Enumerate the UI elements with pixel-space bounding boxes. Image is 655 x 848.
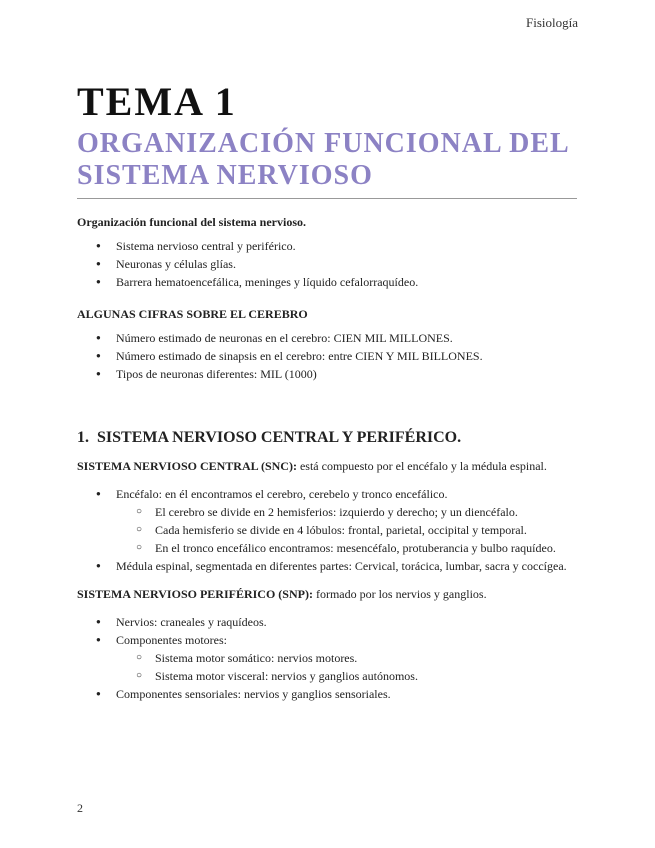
list-item: ● Número estimado de sinapsis en el cerebro: entre CIEN Y MIL BILLONES. — [116, 347, 579, 365]
snc-text: está compuesto por el encéfalo y la médula espinal. — [296, 459, 547, 473]
snp-paragraph — [77, 585, 579, 603]
header-subject: Fisiología — [525, 15, 578, 30]
list-item: ● Barrera hematoencefálica, meninges y líquido cefalorraquídeo. — [116, 273, 579, 291]
list-item: ● Tipos de neuronas diferentes: MIL (1000) — [116, 365, 579, 383]
encefalo-text: Encéfalo: en él encontramos el cerebro, cerebelo y tronco encefálico. — [116, 487, 448, 501]
snp-text: formado por los nervios y ganglios. — [312, 587, 487, 601]
snc-paragraph — [77, 457, 579, 475]
title-divider — [77, 198, 577, 199]
cifras-list — [77, 329, 579, 383]
list-item — [116, 631, 579, 685]
page-title: TEMA 1 — [77, 79, 237, 124]
motores-sublist — [116, 649, 579, 685]
section-number: 1. — [77, 429, 89, 446]
list-item: ● Sistema nervioso central y periférico. — [116, 237, 579, 255]
org-heading: Organización funcional del sistema nervioso. — [77, 215, 306, 229]
section-title: SISTEMA NERVIOSO CENTRAL Y PERIFÉRICO. — [97, 429, 462, 446]
list-item: ● Neuronas y células glías. — [116, 255, 579, 273]
snp-list — [77, 613, 579, 703]
snc-list — [77, 485, 579, 575]
snc-label: SISTEMA NERVIOSO CENTRAL (SNC): — [77, 459, 297, 473]
page-number: 2 — [77, 801, 83, 815]
sub-list-item: ○ Sistema motor visceral: nervios y ganglios autónomos. — [155, 667, 579, 685]
list-item: ● Componentes sensoriales: nervios y ganglios sensoriales. — [116, 685, 579, 703]
page-subtitle — [77, 128, 577, 192]
title-block — [77, 78, 577, 192]
list-item: ● Médula espinal, segmentada en diferentes partes: Cervical, torácica, lumbar, sacra y coccígea. — [116, 557, 579, 575]
sub-list-item: ○ Sistema motor somático: nervios motores. — [155, 649, 579, 667]
subtitle-line-1: ORGANIZACIÓN FUNCIONAL DEL — [77, 128, 570, 159]
snp-label: SISTEMA NERVIOSO PERIFÉRICO (SNP): — [77, 587, 313, 601]
document-body — [77, 213, 579, 703]
list-item — [116, 485, 579, 557]
list-item: ● Nervios: craneales y raquídeos. — [116, 613, 579, 631]
sub-list-item: ○ El cerebro se divide en 2 hemisferios: izquierdo y derecho; y un diencéfalo. — [155, 503, 579, 521]
encefalo-sublist — [116, 503, 579, 557]
sub-list-item: ○ En el tronco encefálico encontramos: mesencéfalo, protuberancia y bulbo raquídeo. — [155, 539, 579, 557]
cifras-heading: ALGUNAS CIFRAS SOBRE EL CEREBRO — [77, 307, 308, 321]
list-item: ● Número estimado de neuronas en el cerebro: CIEN MIL MILLONES. — [116, 329, 579, 347]
sub-list-item: ○ Cada hemisferio se divide en 4 lóbulos: frontal, parietal, occipital y temporal. — [155, 521, 579, 539]
org-list — [77, 237, 579, 291]
motores-text: Componentes motores: — [116, 633, 227, 647]
section-heading — [77, 429, 579, 447]
subtitle-line-2: SISTEMA NERVIOSO — [77, 160, 373, 191]
